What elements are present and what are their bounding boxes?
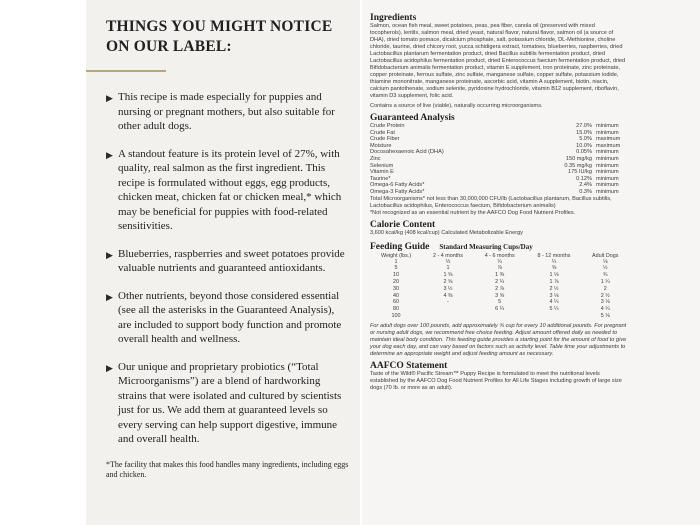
table-cell: 80 (393, 306, 400, 313)
nutrient-name: Omega-3 Fatty Acids* (370, 188, 425, 195)
product-label-image (362, 0, 700, 525)
nutrient-name: Selenium (370, 162, 394, 169)
nutrient-name: Crude Fiber (370, 136, 400, 143)
table-cell: - (447, 299, 449, 306)
table-row (370, 306, 628, 313)
table-cell (474, 313, 526, 320)
table-cell: ⅓ (445, 258, 451, 265)
nutrient-value: 5.0% (579, 136, 592, 143)
table-row (370, 299, 628, 306)
nutrient-name: Crude Fat (370, 129, 395, 136)
nutrient-value: 0.12% (576, 175, 592, 182)
table-cell: 1 (446, 265, 450, 272)
table-cell: 5 ⅛ (600, 312, 610, 319)
guaranteed-analysis-heading: Guaranteed Analysis (370, 113, 455, 123)
table-cell: 6 ¼ (495, 306, 505, 313)
table-cell: 4 ⅜ (443, 292, 453, 299)
nutrient-qualifier: minimum (596, 182, 619, 189)
note-text: Blueberries, raspberries and sweet potatoes provide valuable nutrients and guaranteed antioxidants. (118, 247, 345, 274)
table-row (370, 176, 628, 183)
table-cell: 1 ¼ (600, 278, 610, 285)
table-row (370, 169, 628, 176)
table-cell: 10 (393, 272, 400, 279)
table-cell: 2 ½ (549, 285, 559, 292)
nutrient-value: 150 mg/kg (565, 155, 592, 162)
table-row (370, 259, 628, 266)
table-row (370, 293, 628, 300)
table-cell: 4 ¼ (600, 306, 610, 313)
table-cell: 3 ⅛ (600, 299, 610, 306)
triangle-bullet-icon: ▶ (106, 249, 113, 260)
table-row (370, 143, 628, 150)
list-item (106, 247, 350, 276)
nutrient-qualifier: minimum (596, 149, 619, 156)
table-cell: 100 (391, 312, 401, 319)
nutrient-value: 27.0% (576, 123, 592, 129)
table-cell: ¼ (497, 258, 502, 265)
nutrient-value: 2.4% (579, 182, 592, 189)
nutrient-name: Vitamin E (370, 169, 394, 176)
ingredients-heading: Ingredients (370, 13, 417, 23)
nutrient-qualifier: minimum (596, 169, 619, 176)
column-header: 2 - 4 months (432, 252, 463, 259)
note-text: This recipe is made especially for puppies and nursing or pregnant mothers, but also suitable for other adult dogs. (118, 91, 335, 132)
triangle-bullet-icon: ▶ (106, 362, 113, 373)
microorganism-note: Contains a source of live (viable), naturally occurring microorganisms. (370, 103, 543, 109)
aafco-footnote: *Not recognized as an essential nutrient by the AAFCO Dog Food Nutrient Profiles. (370, 209, 576, 216)
table-cell: 3 ⅝ (495, 292, 505, 299)
nutrient-qualifier: minimum (596, 188, 619, 195)
nutrient-name: Taurine* (370, 175, 391, 182)
table-row (370, 156, 628, 163)
calorie-text: 3,600 kcal/kg (408 kcal/cup) Calculated Metabolizable Energy (370, 229, 523, 236)
table-row (370, 149, 628, 156)
table-row (370, 130, 628, 137)
feeding-guide-header (370, 242, 628, 252)
table-cell: ½ (602, 265, 608, 272)
table-cell: 2 ⅝ (443, 278, 453, 285)
nutrient-value: 10.0% (576, 142, 592, 149)
table-cell: ⅛ (602, 258, 608, 265)
table-row (370, 189, 628, 196)
note-text: Our unique and proprietary probiotics (“Total Microorganisms”) are a blend of hardworking strains that were isolated and cultured by scientists just for us. We add them at guaranteed levels so every serving can help support digestive, immune and overall health. (118, 360, 342, 445)
table-cell: 30 (393, 285, 400, 292)
nutrient-value: 0.05% (576, 149, 592, 156)
nutrient-qualifier: minimum (596, 175, 619, 182)
table-cell: 5 (394, 265, 398, 272)
table-cell: 5 ¼ (549, 306, 559, 313)
table-row (370, 163, 628, 170)
table-cell: 1 (394, 258, 398, 265)
table-cell: ⅞ (497, 265, 502, 272)
table-row (370, 265, 628, 272)
nutrient-name: Zinc (370, 155, 381, 162)
note-text: A standout feature is its protein level of 27%, with quality, real salmon as the first ingredient. This recipe is formulated without eggs, egg products, chicken meat, chicken fat or chicken meal,* which may be beneficial for puppies with food-related sensitivities. (118, 147, 342, 232)
table-cell: 60 (393, 299, 400, 306)
column-header: Weight (lbs.) (380, 252, 412, 259)
nutrient-value: 15.0% (576, 129, 592, 136)
table-cell (422, 306, 474, 313)
table-cell: 1 ⅛ (549, 272, 559, 279)
table-row (370, 286, 628, 293)
panel-title: THINGS YOU MIGHT NOTICE ON OUR LABEL: (106, 18, 333, 55)
list-item (106, 90, 350, 134)
label-content (370, 13, 628, 392)
list-item (106, 289, 350, 347)
guaranteed-analysis-table (370, 123, 628, 196)
list-item (106, 360, 350, 447)
nutrient-qualifier: minimum (596, 162, 619, 169)
nutrient-name: Omega-6 Fatty Acids* (370, 182, 425, 189)
calorie-heading: Calorie Content (370, 219, 436, 230)
total-microorganisms: Total Microorganisms* not less than 30,000,000 CFU/lb (Lactobacillus plantarum, Bacillus subtilis, Lactobacillus acidophilus, Enterococcus faecium, Bifidobacterium animalis) (370, 195, 612, 209)
table-row (370, 279, 628, 286)
nutrient-qualifier: maximum (596, 142, 621, 149)
label-notes-panel (86, 0, 360, 525)
table-cell: ⅝ (551, 265, 557, 272)
nutrient-value: 0.35 mg/kg (564, 162, 592, 169)
triangle-bullet-icon: ▶ (106, 93, 113, 103)
table-cell: 4 ¼ (549, 299, 559, 306)
nutrient-qualifier: maximum (596, 136, 621, 143)
triangle-bullet-icon: ▶ (106, 149, 113, 160)
nutrient-value: 0.3% (579, 188, 592, 195)
table-cell: 2 (603, 285, 607, 292)
feeding-guide-heading: Feeding Guide (370, 241, 430, 252)
table-row (370, 136, 628, 143)
feeding-guide-note: For adult dogs over 100 pounds, add approximately ¾ cup for every 10 additional pounds. For pregnant or nursing adult dogs, we recommend free choice feeding. Adjust amount offered daily as needed to maintain ideal body condition. This feeding guide provides a starting point for the amount of food to give your dog each day, and can vary based on factors such as activity level. Table time your adjustments to determine an appropriate weight and adjust feeding amount as necessary. (370, 322, 627, 357)
table-cell: 2 ⅞ (495, 285, 505, 292)
table-cell: 1 ⅜ (495, 272, 505, 279)
title-divider (86, 70, 166, 72)
nutrient-qualifier: minimum (596, 129, 619, 136)
table-row (370, 182, 628, 189)
nutrient-value: 175 IU/kg (568, 169, 592, 176)
aafco-heading: AAFCO Statement (370, 360, 448, 371)
table-cell: 1 ⅞ (549, 278, 559, 285)
table-cell (526, 313, 583, 320)
nutrient-name: Crude Protein (370, 123, 405, 129)
table-cell (422, 313, 474, 320)
feeding-guide-table (370, 253, 628, 320)
table-cell: 3 ½ (443, 285, 453, 292)
table-row (370, 123, 628, 130)
feeding-guide-subheading: Standard Measuring Cups/Day (439, 242, 533, 251)
ingredients-text: Salmon, ocean fish meal, sweet potatoes, peas, pea fiber, canola oil (preserved with mixed tocopherols), lentils, salmon meal, dried yeast, natural flavor, natural flavor, salmon oil (a source of DHA), dried tomato pomace, dicalcium phosphate, salt, potassium chloride, DL-Methionine, choline chloride, taurine, dried chicory root, yucca schidigera extract, tomatoes, blueberries, raspberries, dried Lactobacillus plantarum fermentation product, dried Bacillus subtilis fermentation product, dried Lactobacillus acidophilus fermentation product, dried Enterococcus faecium fermentation product, dried Bifidobacterium animalis fermentation product, vitamin E supplement, iron proteinate, zinc proteinate, copper proteinate, ferrous sulfate, zinc sulfate, manganese sulfate, copper sulfate, potassium iodide, thiamine mononitrate, manganese proteinate, ascorbic acid, vitamin A supplement, biotin, niacin, calcium pantothenate, sodium selenite, pyridoxine hydrochloride, vitamin B12 supplement, riboflavin, vitamin D3 supplement, folic acid. (370, 23, 626, 99)
table-cell: 2 ¼ (495, 278, 505, 285)
nutrient-qualifier: minimum (596, 155, 619, 162)
table-cell: 3 ⅛ (549, 292, 559, 299)
footnote: *The facility that makes this food handles many ingredients, including eggs and chicken. (106, 459, 349, 479)
nutrient-qualifier: minimum (596, 123, 619, 129)
table-cell: 20 (393, 278, 400, 285)
aafco-text: Taste of the Wild® Pacific Stream™ Puppy Recipe is formulated to meet the nutritional levels established by the AAFCO Dog Food Nutrient Profiles for All Life Stages including growth of large size dogs (70 lb. or more as an adult). (370, 370, 622, 391)
column-header: 8 - 12 months (537, 252, 571, 259)
table-cell: ¾ (602, 272, 608, 279)
note-text: Other nutrients, beyond those considered essential (see all the asterisks in the Guaranteed Analysis), are included to support body function and promote overall health and wellness. (118, 289, 342, 345)
table-cell: ¼ (551, 258, 557, 265)
column-header: 4 - 6 months (484, 252, 515, 259)
column-header: Adult Dogs (592, 252, 619, 259)
list-item (106, 147, 350, 234)
nutrient-name: Moisture (370, 142, 392, 149)
table-row (370, 313, 628, 320)
nutrient-name: Docosahexaenoic Acid (DHA) (370, 149, 444, 156)
table-row (370, 272, 628, 279)
triangle-bullet-icon: ▶ (106, 291, 113, 302)
table-cell: 40 (393, 292, 400, 299)
notes-list (106, 90, 350, 447)
table-cell: 5 (498, 299, 502, 306)
table-cell: 2 ½ (600, 292, 610, 299)
table-cell: 1 ⅝ (443, 272, 453, 279)
